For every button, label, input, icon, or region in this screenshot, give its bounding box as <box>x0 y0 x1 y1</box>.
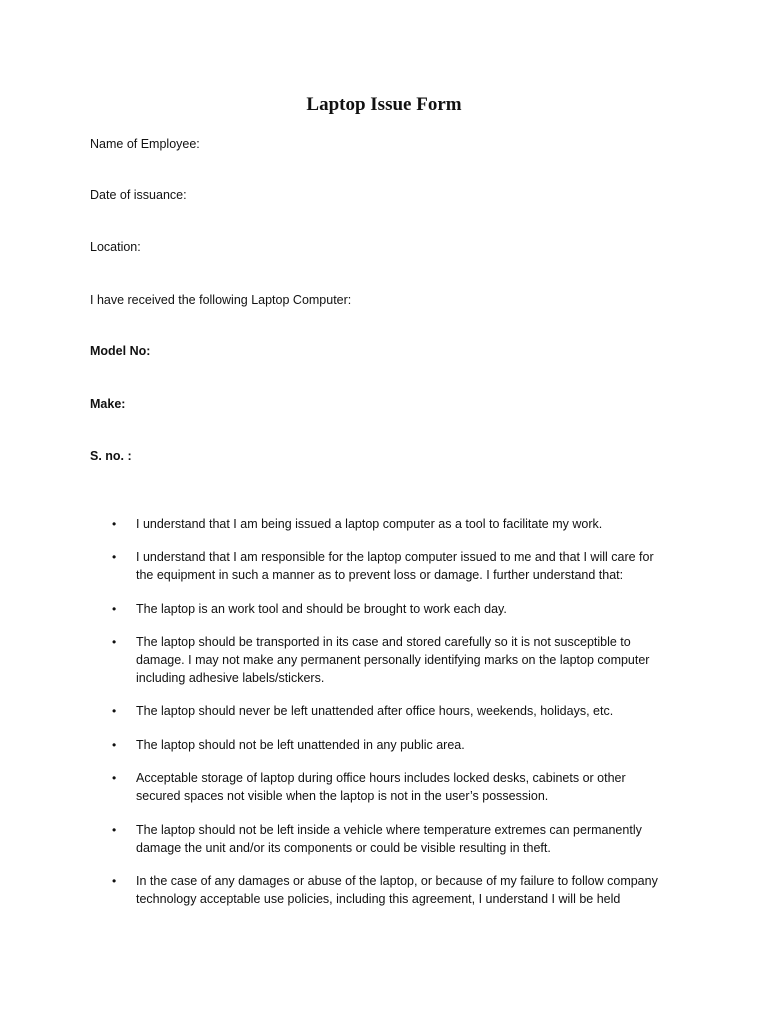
page-title: Laptop Issue Form <box>306 94 462 115</box>
list-item <box>112 548 672 584</box>
bullet-marker: • <box>112 771 117 785</box>
field-received-laptop: I have received the following Laptop Computer: <box>90 293 352 307</box>
field-location: Location: <box>90 240 141 254</box>
list-item <box>112 633 672 687</box>
list-item-text: The laptop should never be left unattended after office hours, weekends, holidays, etc. <box>136 704 614 718</box>
list-item-text: The laptop is an work tool and should be brought to work each day. <box>136 602 507 616</box>
bullet-marker: • <box>112 874 117 888</box>
field-model-no: Model No: <box>90 344 151 358</box>
list-item-text: I understand that I am responsible for the laptop computer issued to me and that I will care for the equipment in such a manner as to prevent loss or damage. I further understand that: <box>136 550 654 582</box>
bullet-marker: • <box>112 602 117 616</box>
bullet-marker: • <box>112 550 117 564</box>
list-item-text: The laptop should be transported in its case and stored carefully so it is not susceptible to damage. I may not make any permanent personally identifying marks on the laptop computer including adhesive labels/stickers. <box>136 635 650 685</box>
field-make: Make: <box>90 397 126 411</box>
field-serial-no: S. no. : <box>90 449 132 463</box>
bullet-marker: • <box>112 704 117 718</box>
bullet-marker: • <box>112 517 117 531</box>
list-item <box>112 600 672 618</box>
field-name-of-employee: Name of Employee: <box>90 137 200 151</box>
bullet-marker: • <box>112 635 117 649</box>
bullet-marker: • <box>112 738 117 752</box>
bullet-marker: • <box>112 823 117 837</box>
list-item-text: The laptop should not be left unattended in any public area. <box>136 738 465 752</box>
field-date-of-issuance: Date of issuance: <box>90 188 187 202</box>
list-item-text: In the case of any damages or abuse of the laptop, or because of my failure to follow company technology acceptable use policies, including this agreement, I understand I will be held <box>136 874 658 906</box>
list-item-text: I understand that I am being issued a laptop computer as a tool to facilitate my work. <box>136 517 603 531</box>
list-item-text: The laptop should not be left inside a vehicle where temperature extremes can permanently damage the unit and/or its components or could be visible resulting in theft. <box>136 823 642 855</box>
list-item <box>112 821 672 857</box>
list-item <box>112 769 672 805</box>
list-item-text: Acceptable storage of laptop during office hours includes locked desks, cabinets or other secured spaces not visible when the laptop is not in the user’s possession. <box>136 771 626 803</box>
list-item <box>112 702 672 720</box>
list-item <box>112 736 672 754</box>
list-item <box>112 515 672 533</box>
list-item <box>112 872 672 908</box>
